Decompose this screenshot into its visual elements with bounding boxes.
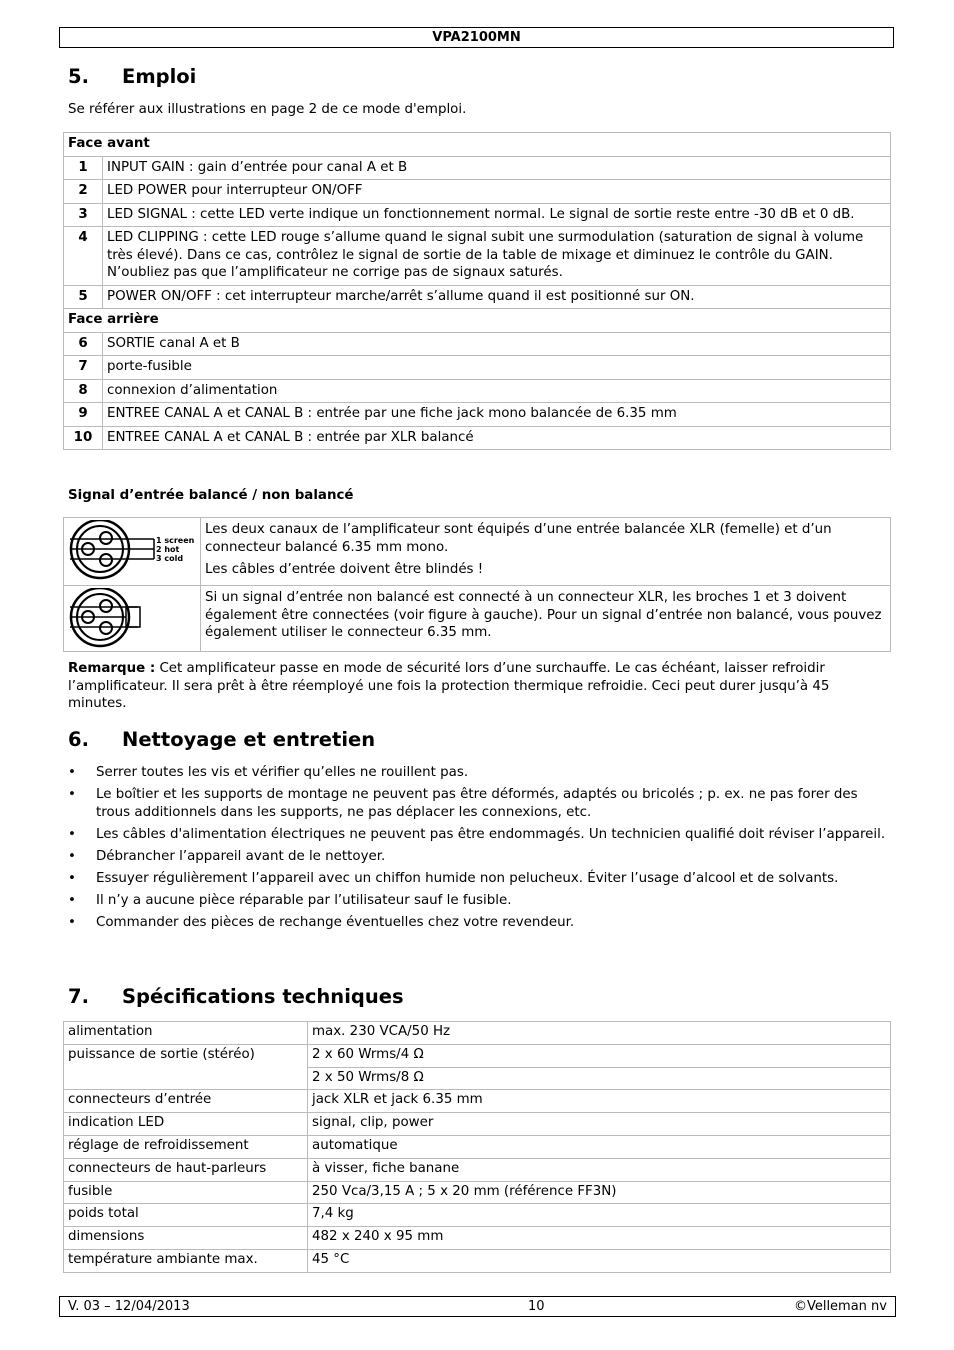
signal-description	[201, 586, 891, 652]
spec-row	[64, 1067, 891, 1090]
spec-value: max. 230 VCA/50 Hz	[308, 1022, 891, 1045]
item-number: 3	[64, 203, 103, 227]
bullet-icon: •	[68, 787, 76, 802]
bullet-icon: •	[68, 914, 76, 930]
page-number: 10	[528, 1299, 545, 1314]
list-item-text: Serrer toutes les vis et vérifier qu’elles ne rouillent pas.	[96, 765, 469, 780]
list-item-text: Les câbles d'alimentation électriques ne peuvent pas être endommagés. Un technicien qualifié doit réviser l’appareil.	[96, 826, 886, 842]
spec-row	[64, 1204, 891, 1227]
spec-value: 250 Vca/3,15 A ; 5 x 20 mm (référence FF3N)	[308, 1181, 891, 1204]
list-item	[68, 826, 890, 844]
spec-value: 482 x 240 x 95 mm	[308, 1227, 891, 1250]
spec-value: automatique	[308, 1135, 891, 1158]
item-description: SORTIE canal A et B	[103, 332, 891, 356]
item-number: 10	[64, 426, 103, 450]
remark-paragraph	[68, 660, 890, 713]
spec-value: jack XLR et jack 6.35 mm	[308, 1090, 891, 1113]
spec-label	[64, 1067, 308, 1090]
remark-text: Cet amplificateur passe en mode de sécurité lors d’une surchauffe. Le cas échéant, laisser refroidir l’amplificateur. Il sera prêt à être réemployé une fois la protection thermique refroidie. Ceci peut durer jusqu’à 45 minutes.	[68, 661, 830, 711]
item-description: ENTREE CANAL A et CANAL B : entrée par XLR balancé	[103, 426, 891, 450]
spec-label: connecteurs d’entrée	[64, 1090, 308, 1113]
table-row	[64, 285, 891, 309]
signal-text: Les deux canaux de l’amplificateur sont équipés d’une entrée balancée XLR (femelle) et d’un connecteur balancé 6.35 mm mono.	[205, 522, 832, 555]
xlr-connector-icon	[66, 520, 198, 582]
list-item-text: Il n’y a aucune pièce réparable par l’utilisateur sauf le fusible.	[96, 892, 512, 908]
list-item	[68, 764, 890, 782]
table-row	[64, 356, 891, 380]
table-section-header: Face avant	[64, 133, 891, 157]
controls-table	[63, 132, 891, 450]
spec-label: poids total	[64, 1204, 308, 1227]
list-item-text: Essuyer régulièrement l’appareil avec un chiffon humide non pelucheux. Éviter l’usage d’alcool et de solvants.	[96, 870, 839, 886]
signal-row	[64, 518, 891, 586]
spec-row	[64, 1227, 891, 1250]
spec-row	[64, 1135, 891, 1158]
signal-description	[201, 518, 891, 586]
xlr-unbalanced-icon	[66, 588, 198, 650]
table-section-header: Face arrière	[64, 309, 891, 333]
item-description: porte-fusible	[103, 356, 891, 380]
table-section-row	[64, 133, 891, 157]
table-row	[64, 227, 891, 286]
spec-label: puissance de sortie (stéréo)	[64, 1044, 308, 1067]
spec-value: 45 °C	[308, 1249, 891, 1272]
list-item	[68, 892, 890, 910]
maintenance-list	[68, 764, 890, 936]
signal-table	[63, 517, 891, 652]
intro-text: Se référer aux illustrations en page 2 de ce mode d'emploi.	[68, 102, 467, 117]
item-description: LED CLIPPING : cette LED rouge s’allume quand le signal subit une surmodulation (saturation de signal à volume très élevé). Dans ce cas, contrôlez le signal de sortie de la table de mixage et diminuez le contrôle du GAIN. N’oubliez pas que l’amplificateur ne corrige pas de signaux saturés.	[103, 227, 891, 286]
xlr-pin-label: 1 screen	[156, 536, 195, 545]
spec-row	[64, 1181, 891, 1204]
xlr-pin-label: 3 cold	[156, 554, 184, 563]
signal-text: Les câbles d’entrée doivent être blindés !	[205, 562, 484, 577]
spec-value: signal, clip, power	[308, 1113, 891, 1136]
spec-label: indication LED	[64, 1113, 308, 1136]
spec-value: 2 x 60 Wrms/4 Ω	[308, 1044, 891, 1067]
table-section-row	[64, 309, 891, 333]
signal-row	[64, 586, 891, 652]
list-item-text: Débrancher l’appareil avant de le nettoyer.	[96, 848, 386, 864]
document-header	[59, 27, 894, 48]
item-number: 8	[64, 379, 103, 403]
item-number: 6	[64, 332, 103, 356]
item-description: POWER ON/OFF : cet interrupteur marche/arrêt s’allume quand il est positionné sur ON.	[103, 285, 891, 309]
item-description: connexion d’alimentation	[103, 379, 891, 403]
footer-version: V. 03 – 12/04/2013	[68, 1299, 190, 1314]
xlr-pin-label: 2 hot	[156, 545, 180, 554]
list-item	[68, 848, 890, 866]
spec-row	[64, 1090, 891, 1113]
item-description: ENTREE CANAL A et CANAL B : entrée par une fiche jack mono balancée de 6.35 mm	[103, 403, 891, 427]
item-number: 4	[64, 227, 103, 286]
item-description: INPUT GAIN : gain d’entrée pour canal A et B	[103, 156, 891, 180]
xlr-balanced-figure	[64, 518, 201, 586]
spec-label: connecteurs de haut-parleurs	[64, 1158, 308, 1181]
document-footer	[59, 1296, 896, 1317]
specs-table	[63, 1021, 891, 1273]
bullet-icon: •	[68, 848, 76, 864]
bullet-icon: •	[68, 765, 76, 780]
spec-row	[64, 1022, 891, 1045]
spec-row	[64, 1158, 891, 1181]
item-number: 2	[64, 180, 103, 204]
table-row	[64, 180, 891, 204]
spec-row	[64, 1044, 891, 1067]
item-number: 1	[64, 156, 103, 180]
footer-brand: ©Velleman nv	[793, 1299, 887, 1314]
table-row	[64, 403, 891, 427]
bullet-icon: •	[68, 826, 76, 842]
table-row	[64, 203, 891, 227]
spec-label: alimentation	[64, 1022, 308, 1045]
spec-row	[64, 1249, 891, 1272]
item-number: 7	[64, 356, 103, 380]
table-row	[64, 426, 891, 450]
table-row	[64, 332, 891, 356]
list-item	[68, 786, 890, 821]
list-item	[68, 914, 890, 932]
spec-label: fusible	[64, 1181, 308, 1204]
spec-label: dimensions	[64, 1227, 308, 1250]
list-item-text: Le boîtier et les supports de montage ne peuvent pas être déformés, adaptés ou bricolés ; p. ex. ne pas forer des trous additionnels dans les supports, ne pas déplacer les connexions, etc.	[96, 787, 858, 820]
spec-value: 7,4 kg	[308, 1204, 891, 1227]
item-description: LED SIGNAL : cette LED verte indique un fonctionnement normal. Le signal de sortie reste entre -30 dB et 0 dB.	[103, 203, 891, 227]
list-item	[68, 870, 890, 888]
xlr-unbalanced-figure	[64, 586, 201, 652]
table-row	[64, 156, 891, 180]
bullet-icon: •	[68, 892, 76, 908]
spec-value: 2 x 50 Wrms/8 Ω	[308, 1067, 891, 1090]
subheading-balanced: Signal d’entrée balancé / non balancé	[68, 488, 354, 503]
spec-label: réglage de refroidissement	[64, 1135, 308, 1158]
table-row	[64, 379, 891, 403]
bullet-icon: •	[68, 870, 76, 886]
item-number: 5	[64, 285, 103, 309]
item-number: 9	[64, 403, 103, 427]
remark-label: Remarque :	[68, 661, 156, 676]
list-item-text: Commander des pièces de rechange éventuelles chez votre revendeur.	[96, 914, 575, 930]
model-title: VPA2100MN	[432, 30, 521, 45]
signal-text: Si un signal d’entrée non balancé est connecté à un connecteur XLR, les broches 1 et 3 doivent également être connectées (voir figure à gauche). Pour un signal d’entrée non balancé, vous pouvez également utiliser le connecteur 6.35 mm.	[205, 590, 882, 640]
spec-value: à visser, fiche banane	[308, 1158, 891, 1181]
spec-row	[64, 1113, 891, 1136]
item-description: LED POWER pour interrupteur ON/OFF	[103, 180, 891, 204]
spec-label: température ambiante max.	[64, 1249, 308, 1272]
